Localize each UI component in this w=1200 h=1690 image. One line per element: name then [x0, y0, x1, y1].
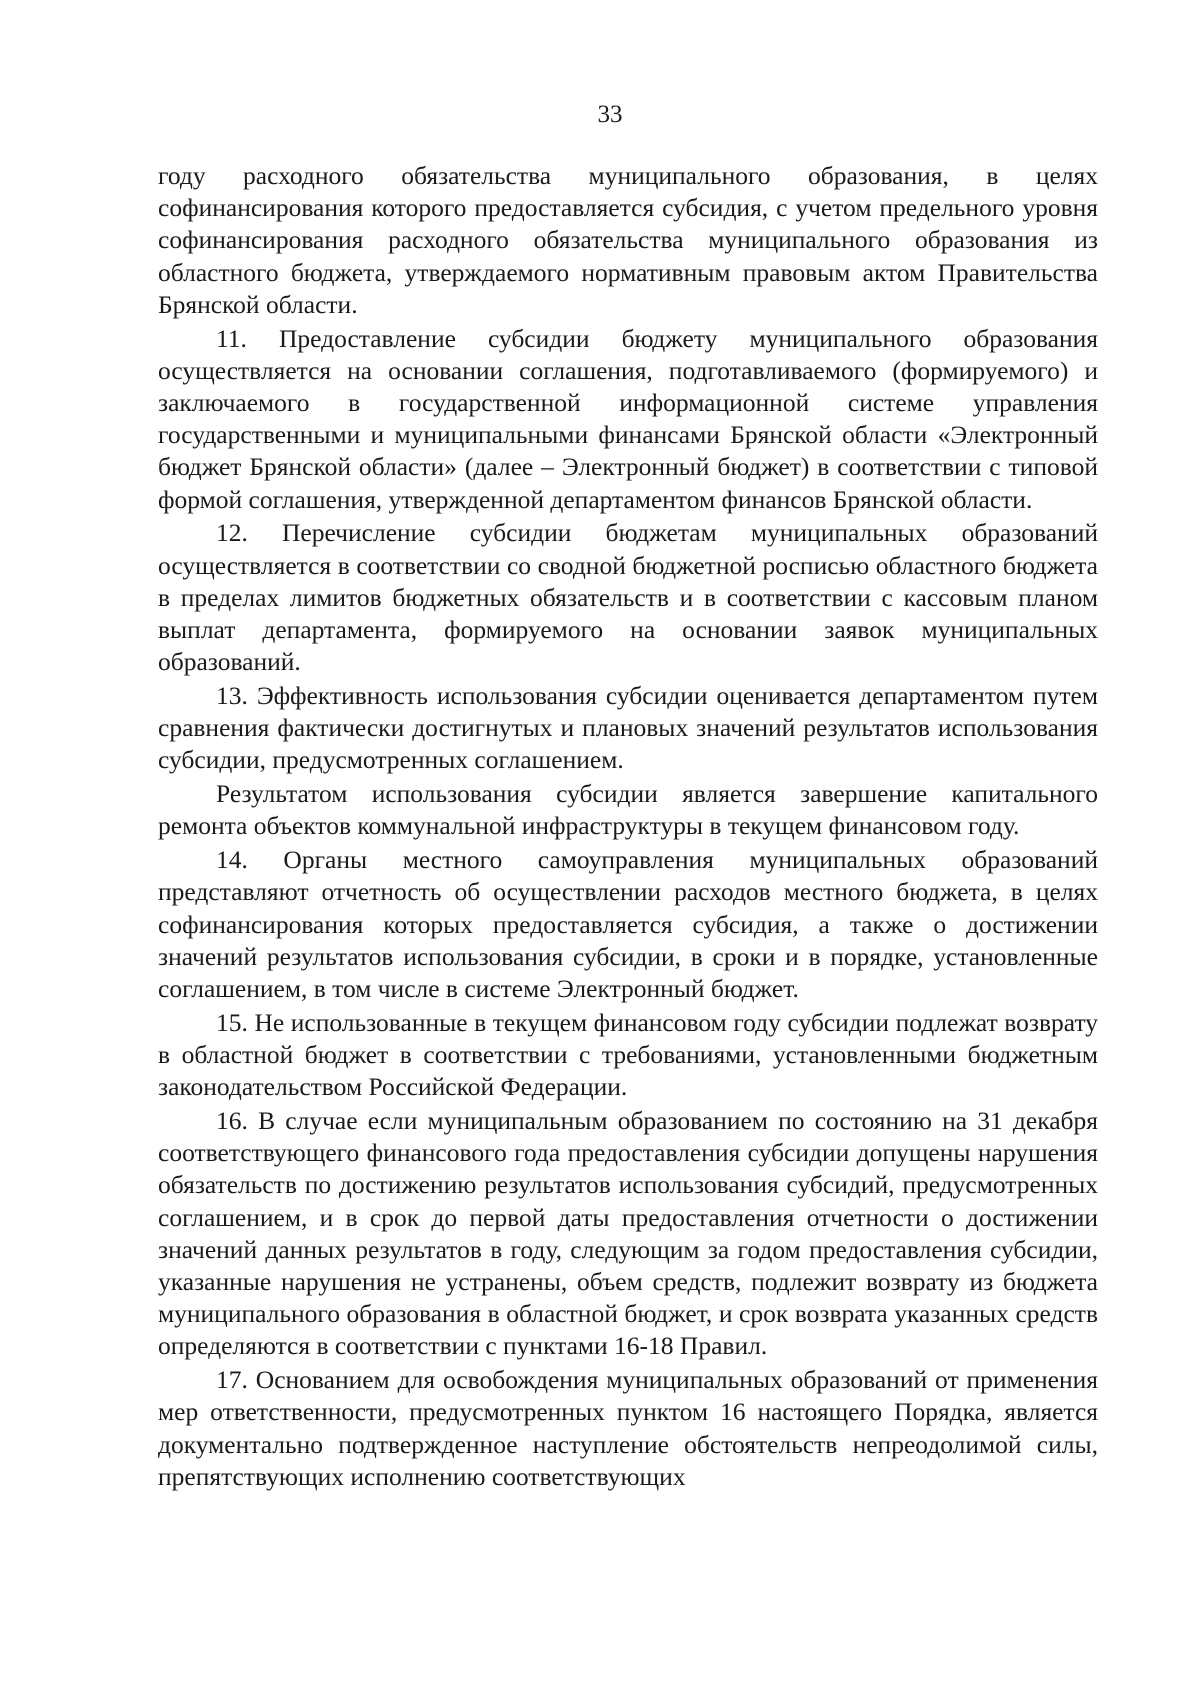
paragraph-item-14: 14. Органы местного самоуправления муниципальных образований представляют отчетность об осуществлении расходов местного бюджета, в целях софинансирования которых предоставляется субсидия, а также о достижении значений результатов использования субсидии, в сроки и в порядке, установленные соглашением, в том числе в системе Электронный бюджет. — [158, 845, 1098, 1004]
page-number: 33 — [597, 101, 623, 128]
paragraph-item-15: 15. Не использованные в текущем финансовом году субсидии подлежат возврату в областной бюджет в соответствии с требованиями, установленными бюджетным законодательством Российской Федерации. — [158, 1007, 1098, 1102]
paragraph-result: Результатом использования субсидии является завершение капитального ремонта объектов коммунальной инфраструктуры в текущем финансовом году. — [158, 779, 1098, 841]
paragraph-item-13: 13. Эффективность использования субсидии оценивается департаментом путем сравнения фактически достигнутых и плановых значений результатов использования субсидии, предусмотренных соглашением. — [158, 681, 1098, 775]
document-body — [158, 160, 1098, 1495]
paragraph-item-17: 17. Основанием для освобождения муниципальных образований от применения мер ответственности, предусмотренных пунктом 16 настоящего Порядка, является документально подтвержденное наступление обстоятельств непреодолимой силы, препятствующих исполнению соответствующих — [158, 1365, 1098, 1491]
paragraph-item-16: 16. В случае если муниципальным образованием по состоянию на 31 декабря соответствующего финансового года предоставления субсидии допущены нарушения обязательств по достижению результатов использования субсидий, предусмотренных соглашением, и в срок до первой даты предоставления отчетности о достижении значений данных результатов в году, следующим за годом предоставления субсидии, указанные нарушения не устранены, объем средств, подлежит возврату из бюджета муниципального образования в областной бюджет, и срок возврата указанных средств определяются в соответствии с пунктами 16-18 Правил. — [158, 1106, 1098, 1361]
paragraph-item-12: 12. Перечисление субсидии бюджетам муниципальных образований осуществляется в соответствии со сводной бюджетной росписью областного бюджета в пределах лимитов бюджетных обязательств и в соответствии с кассовым планом выплат департамента, формируемого на основании заявок муниципальных образований. — [158, 518, 1098, 677]
paragraph-continuation: году расходного обязательства муниципального образования, в целях софинансирования которого предоставляется субсидия, с учетом предельного уровня софинансирования расходного обязательства муниципального образования из областного бюджета, утверждаемого нормативным правовым актом Правительства Брянской области. — [158, 161, 1098, 319]
paragraph-item-11: 11. Предоставление субсидии бюджету муниципального образования осуществляется на основании соглашения, подготавливаемого (формируемого) и заключаемого в государственной информационной системе управления государственными и муниципальными финансами Брянской области «Электронный бюджет Брянской области» (далее – Электронный бюджет) в соответствии с типовой формой соглашения, утвержденной департаментом финансов Брянской области. — [158, 323, 1098, 514]
